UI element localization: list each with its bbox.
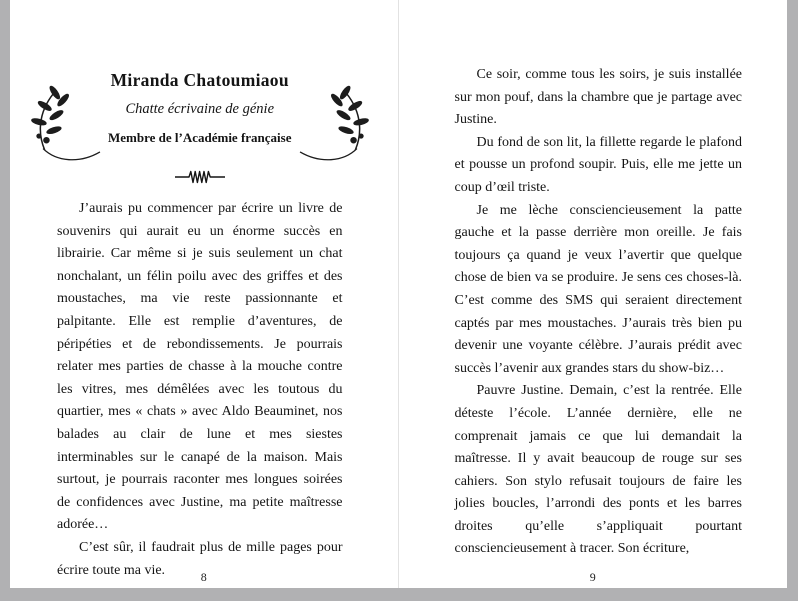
page-number-right: 9 (589, 570, 596, 584)
page-number-left: 8 (200, 570, 207, 584)
chapter-title: Miranda Chatoumiaou (110, 70, 289, 90)
chapter-membership: Membre de l’Académie française (107, 130, 292, 145)
paragraph: Ce soir, comme tous les soirs, je suis installée sur mon pouf, dans la chambre que je partage avec Justine. (454, 67, 742, 128)
book-spread (10, 0, 787, 588)
chapter-subtitle: Chatte écrivaine de génie (125, 101, 275, 117)
paragraph: C’est sûr, il faudrait plus de mille pages pour écrire toute ma vie. (57, 539, 343, 578)
paragraph: J’aurais pu commencer par écrire un livre de souvenirs qui aurait eu un énorme succès en librairie. Car même si je suis seulement un chat nonchalant, un félin poilu avec des griffes et des moustaches, ma vie reste passionnante et palpitante. Elle est remplie d’aventures, de péripéties et de rebondissements. Je pourrais relater mes parties de chasse à la mouche contre les vitres, mes démêlées avec les toutous du quartier, mes « chats » avec Aldo Beauminet, nos balades au clair de lune et mes siestes interminables sur le canapé de la maison. Mais surtout, je pourrais raconter mes longues soirées de confidences avec Justine, ma petite maîtresse adorée… (57, 201, 343, 533)
left-page (10, 0, 399, 588)
paragraph: Je me lèche consciencieusement la patte gauche et la passe derrière mon oreille. Je fais toujours ça quand je veux l’avertir que quelque chose de bien va se produire. Je sens ces choses-là. C’est comme des SMS qui seraient directement captés par mes moustaches. J’aurais très bien pu devenir une voyante célèbre. J’aurais prédit avec succès l’avenir aux grandes stars du show-biz… (454, 202, 742, 376)
right-page (399, 0, 788, 588)
paragraph: Pauvre Justine. Demain, c’est la rentrée. Elle déteste l’école. L’année dernière, elle ne comprenait jamais ce que lui demandait la maîtresse. Il y avait beaucoup de rouge sur ses cahiers. Son stylo refusait toujours de faire les jolies boucles, l’arrondi des ponts et les barres droites qu’elle s’appliquait pourtant consciencieusement à tracer. Son écriture, (454, 383, 742, 557)
chapter-header (57, 0, 343, 146)
paragraph: Du fond de son lit, la fillette regarde le plafond et pousse un profond soupir. Puis, elle me jette un coup d’œil triste. (454, 134, 742, 195)
